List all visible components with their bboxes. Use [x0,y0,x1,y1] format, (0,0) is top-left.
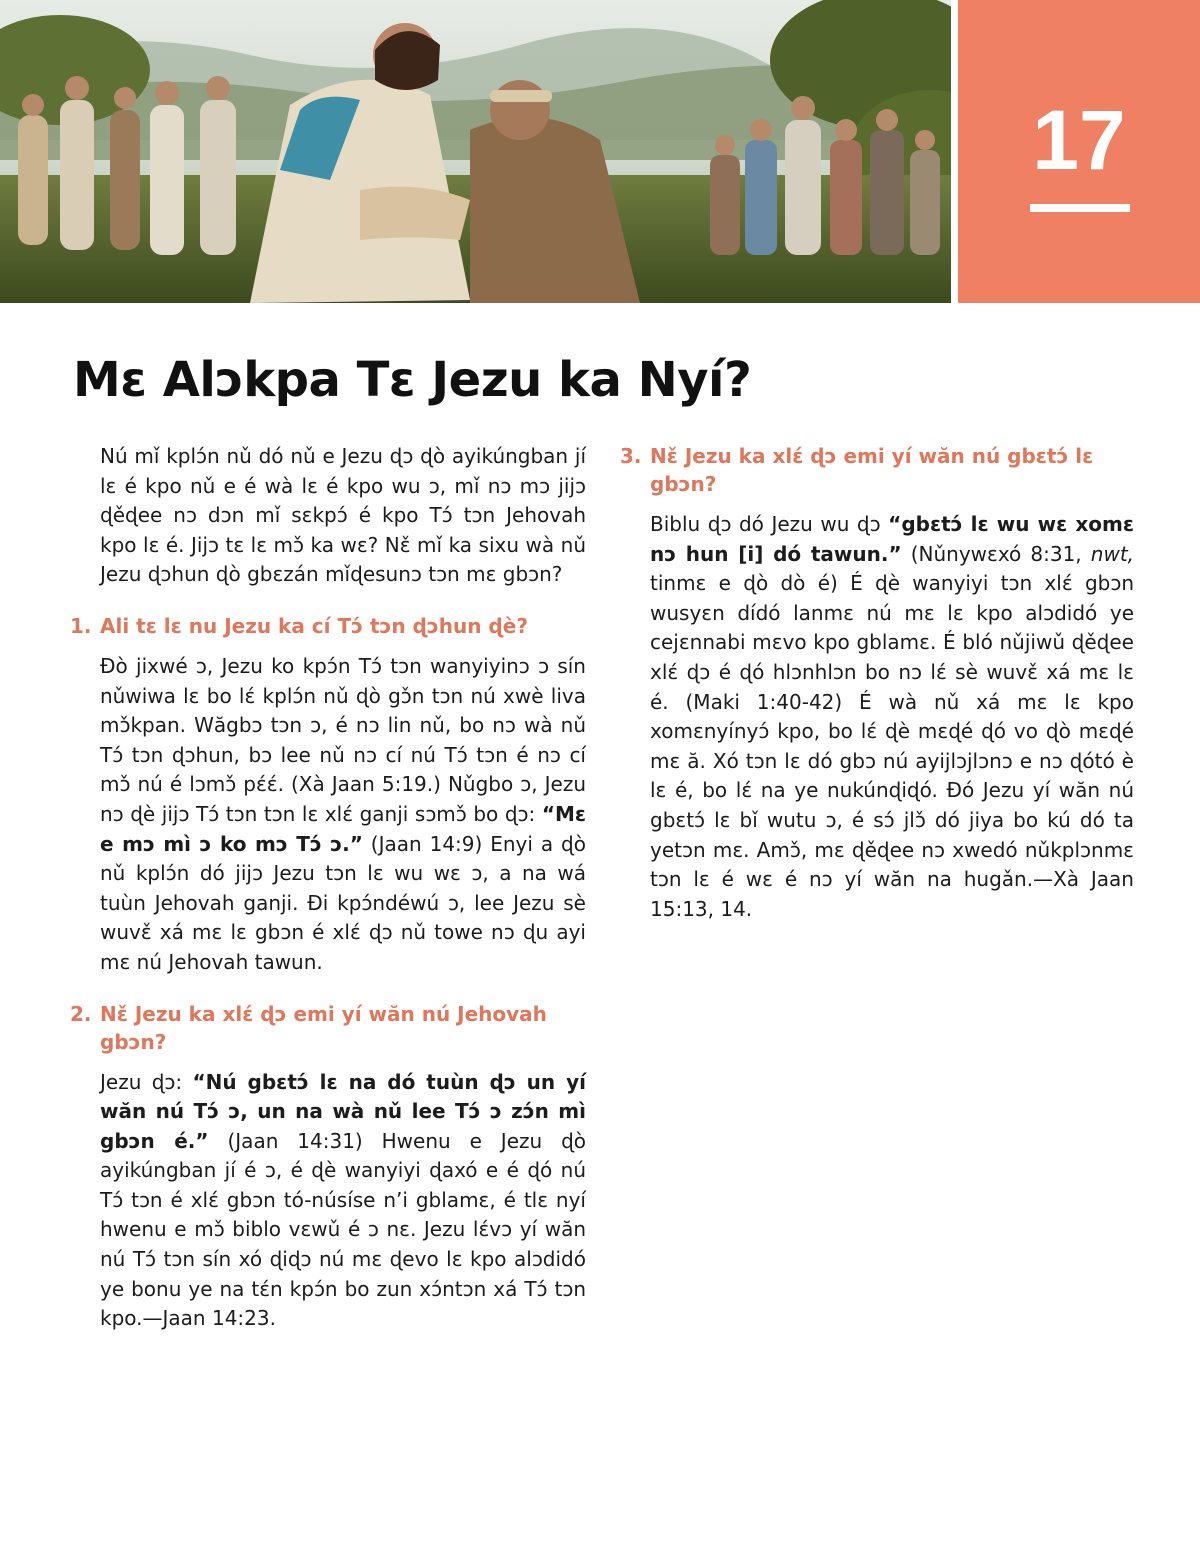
right-column [620,442,1134,924]
answer-1-quote: “Mɛ e mɔ mì ɔ ko mɔ Tɔ́ ɔ.” [100,801,586,856]
answer-3-quote: “gbɛtɔ́ lɛ wu wɛ xomɛ nɔ hun [i] dó tawun.” [650,512,1135,566]
question-1 [70,612,586,640]
answer-1-paragraph [70,652,586,978]
answer-2-paragraph [70,1068,586,1334]
intro-paragraph: Nú mǐ kplɔ́n nǔ dó nǔ e Jezu ɖɔ ɖò ayikúngban jí lɛ é kpo nǔ e é wà lɛ é kpo wu ɔ, mǐ nɔ mɔ jijɔ ɖěɖee nɔ dɔn mǐ sɛkpɔ́ é kpo Tɔ́ tɔn Jehovah kpo lɛ é. Jijɔ tɛ lɛ mɔ̌ ka wɛ? Nɛ̌ mǐ ka sixu wà nǔ Jezu ɖɔhun ɖò gbɛzán mǐɖesunɔ tɔn mɛ gbɔn? [100,444,586,587]
question-2-text: Nɛ̌ Jezu ka xlɛ́ ɖɔ emi yí wăn nú Jehovah gbɔn? [100,1001,547,1054]
answer-1-text-a: Ðò jixwé ɔ, Jezu ko kpɔ́n Tɔ́ tɔn wanyiyinɔ ɔ sín nǔwiwa lɛ bo lɛ́ kplɔ́n nǔ ɖò gɔ̌n tɔn nú xwè liva mɔ̌kpan. Wăgbɔ tɔn ɔ, é nɔ lin nǔ, bo nɔ wà nǔ Tɔ́ tɔn ɖɔhun, bɔ lee nǔ nɔ cí nú Tɔ́ tɔn é nɔ cí mɔ̌ nú é lɔmɔ̌ pɛ́ɛ́. (Xà Jaan 5:19.) Nǔgbo ɔ, Jezu nɔ ɖè jijɔ Tɔ́ tɔn tɔn lɛ xlɛ́ ganji sɔmɔ̌ bo ɖɔ: [100,653,586,826]
question-3-text: Nɛ̌ Jezu ka xlɛ́ ɖɔ emi yí wăn nú gbɛtɔ́ lɛ gbɔn? [650,444,1094,496]
chapter-number-underline [1030,204,1130,212]
question-1-text: Ali tɛ lɛ nu Jezu ka cí Tɔ́ tɔn ɖɔhun ɖè? [100,613,528,638]
hero-illustration [0,0,951,303]
chapter-number: 17 [1032,93,1126,187]
answer-2-text-a: Jezu ɖɔ: [100,1069,183,1094]
question-2 [70,1000,586,1056]
question-3-number: 3. [620,444,642,468]
question-1-number: 1. [70,613,92,638]
answer-3-text-a: Biblu ɖɔ dó Jezu wu ɖɔ [650,512,881,536]
answer-3-text-b: (Nǔnywɛxó 8:31, [910,541,1082,566]
question-2-number: 2. [70,1001,92,1026]
left-column [70,442,586,1334]
answer-3-italic-ref: nwt, [1090,541,1135,566]
answer-1-text-b: (Jaan 14:9) Enyi a ɖò nǔ kplɔ́n dó jijɔ Jezu tɔn lɛ wu wɛ ɔ, a na wá tuùn Jehovah ganji. Ði kpɔ́ndéwú ɔ, lee Jezu sè wuvɛ̌ xá mɛ lɛ gbɔn é xlɛ́ ɖɔ nǔ towe nɔ ɖu ayi mɛ nú Jehovah tawun. [100,831,586,974]
chapter-number-box [958,0,1200,303]
answer-3-paragraph [620,510,1134,924]
answer-3-text-c: tinmɛ e ɖò dò é) É ɖè wanyiyi tɔn xlɛ́ gbɔn wusyɛn dídó lanmɛ nú mɛ lɛ kpo alɔdidó ye cejɛnnabi mɛvo kpo gblamɛ. É bló nǔjiwǔ ɖěɖee xlɛ́ ɖɔ é ɖó hlɔnhlɔn bo nɔ lɛ́ sè wuvɛ̌ xá mɛ lɛ é. (Maki 1:40-42) É wà nǔ xá mɛ lɛ kpo xomɛnyínyɔ́ kpo, bo lɛ́ ɖè mɛɖé ɖó vo ɖò mɛɖé mɛ ă. Xó tɔn lɛ dó gbɔ nú ayijlɔjlɔnɔ e nɔ ɖótó è lɛ é, bo lɛ́ na ye nukúnɖiɖó. Ðó Jezu yí wăn nú gbɛtɔ́ lɛ bǐ wutu ɔ, é sɔ́ jlɔ̌ dó jiya bo kú dó ta yetɔn mɛ. Amɔ̌, mɛ ɖěɖee nɔ xwedó nǔkplɔnmɛ tɔn lɛ é wɛ é nɔ yí wăn na hugǎn.—Xà Jaan 15:13, 14. [650,571,1134,921]
answer-2-quote: “Nú gbɛtɔ́ lɛ na dó tuùn ɖɔ un yí wăn nú Tɔ́ ɔ, un na wà nǔ lee Tɔ́ ɔ zɔ́n mì gbɔn é.” [100,1069,586,1153]
answer-2-text-b: (Jaan 14:31) Hwenu e Jezu ɖò ayikúngban jí é ɔ, é ɖè wanyiyi ɖaxó e é ɖó nú Tɔ́ tɔn é xlɛ́ gbɔn tó-núsíse n’i gblamɛ, é tlɛ nyí hwenu e mɔ̌ biblo vɛwǔ é ɔ nɛ. Jezu lɛ́vɔ yí wăn nú Tɔ́ tɔn sín xó ɖiɖɔ nú mɛ ɖevo lɛ kpo alɔdidó ye bonu ye na tɛ́n kpɔ́n bo zun xɔ́ntɔn xá Tɔ́ tɔn kpo.—Jaan 14:23. [100,1128,587,1331]
question-3 [620,442,1134,498]
page-title: Mɛ Alɔkpa Tɛ Jezu ka Nyí? [73,352,752,408]
